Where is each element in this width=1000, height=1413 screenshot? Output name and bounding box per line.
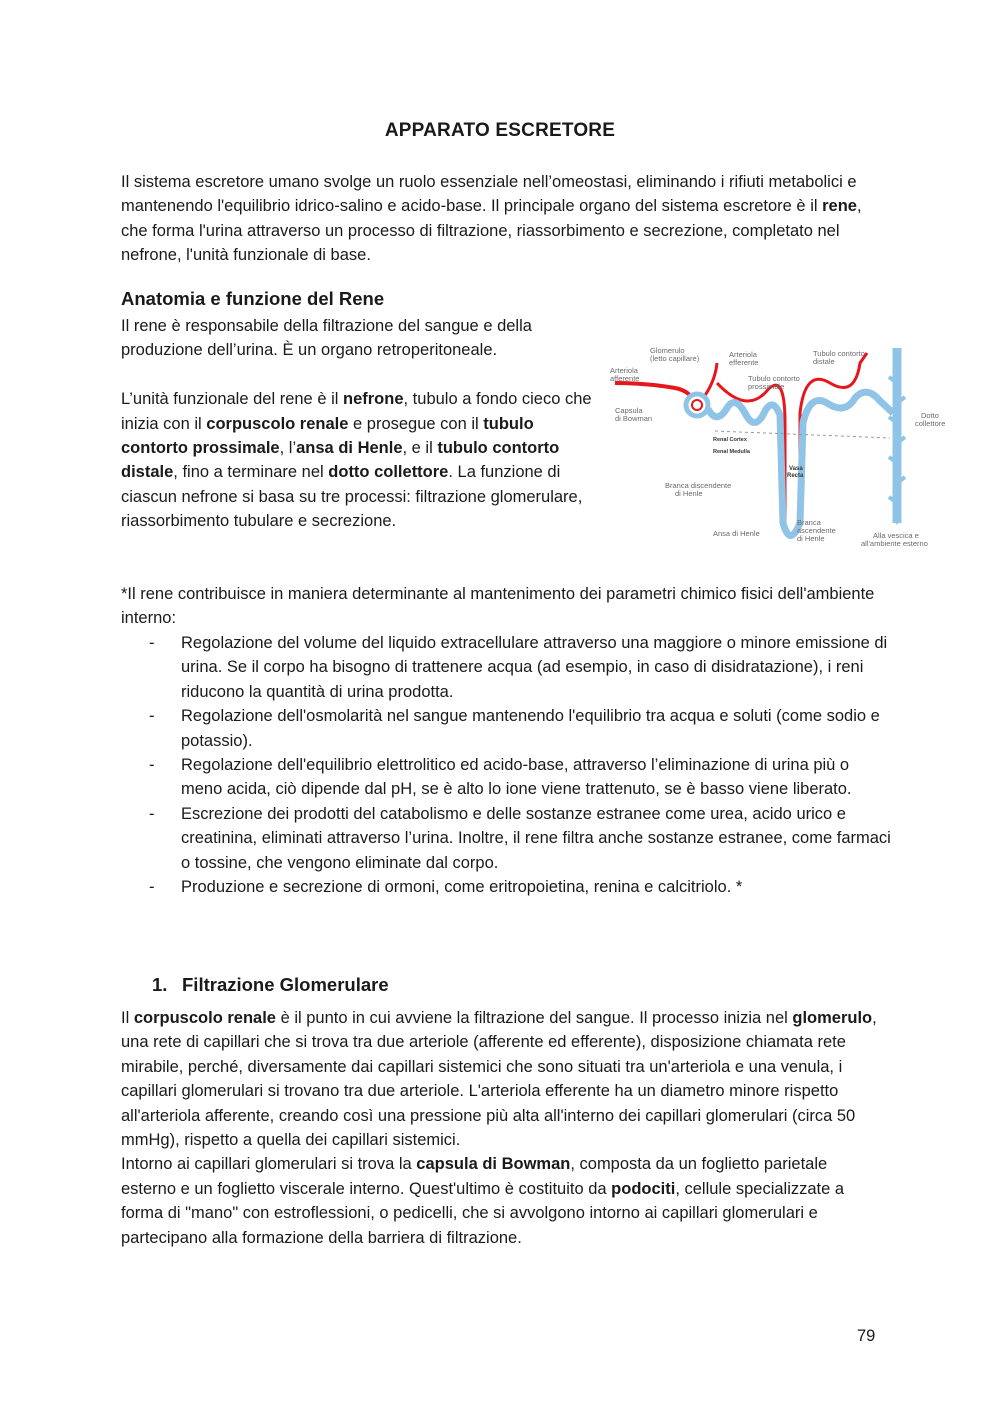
label-tubulo-prossimale-2: prossimale (748, 382, 785, 391)
text-run: . La funzione di ciascun nefrone si basa su tre processi: filtrazione glomerulare, riassorbimento tubulare e secrezione. (121, 463, 583, 531)
bowman-capsule (686, 394, 708, 416)
bold-term: ansa di Henle (296, 439, 403, 458)
text-run: , che forma l'urina attraverso un processo di filtrazione, riassorbimento e secrezione, completato nel nefrone, l'unità funzionale di base. (121, 197, 862, 265)
bold-term: tubulo contorto distale (121, 439, 560, 482)
label-letto-capillare: (letto capillare) (650, 354, 700, 363)
nephron-illustration (605, 343, 960, 553)
bold-term: capsula di Bowman (416, 1155, 571, 1174)
list-item: - Escrezione dei prodotti del catabolismo e delle sostanze estranee come urea, acido urico e creatinina, eliminati attraverso l’urina. Inoltre, il rene filtra anche sostanze estranee, come farmaci o tossine, che vengono eliminate dal corpo. (121, 802, 891, 875)
intro-paragraph (121, 170, 881, 268)
anatomy-paragraph-1 (121, 314, 596, 363)
text-run: Il (121, 1009, 134, 1027)
label-dotto-2: collettore (915, 419, 946, 428)
label-capsula-2: di Bowman (615, 414, 653, 423)
text-run: Il sistema escretore umano svolge un ruolo essenziale nell’omeostasi, eliminando i rifiuti metabolici e mantenendo l'equilibrio idrico-salino e acido-base. Il principale organo del sistema escretore è il (121, 173, 857, 216)
label-vescica-1: Alla vescica e (873, 531, 919, 540)
text-run: Il rene è responsabile della filtrazione del sangue e della produzione dell’urina. È un organo retroperitoneale. (121, 317, 532, 360)
label-vescica-2: all'ambiente esterno (861, 539, 928, 548)
text-run: , fino a terminare nel (173, 463, 329, 482)
label-tubulo-prossimale-1: Tubulo contorto (748, 374, 800, 383)
bold-term: corpuscolo renale (133, 1009, 276, 1027)
bold-term: dotto collettore (328, 463, 449, 482)
text-run: , e il (402, 439, 438, 458)
text-run: , tubulo a fondo cieco che inizia con il (121, 390, 592, 433)
nephron-diagram (605, 343, 960, 553)
label-renal-medulla: Renal Medulla (713, 449, 750, 455)
afferent-arteriole (615, 383, 693, 401)
filtration-paragraph-1 (121, 1006, 881, 1152)
text-run: , l’ (279, 439, 297, 458)
text-run: , composta da un foglietto parietale esterno e un foglietto viscerale interno. Quest'ultimo è costituito da (121, 1155, 828, 1198)
list-item: - Produzione e secrezione di ormoni, come eritropoietina, renina e calcitriolo. * (121, 875, 891, 899)
label-vasa-2: Recta (787, 473, 804, 479)
bold-term: glomerulo (792, 1009, 873, 1027)
label-glomerulo: Glomerulo (650, 346, 685, 355)
label-dotto-1: Dotto (921, 411, 939, 420)
text-run: è il punto in cui avviene la filtrazione del sangue. Il processo inizia nel (275, 1009, 793, 1027)
label-branca-ascendente-3: di Henle (797, 534, 825, 543)
bold-term: corpuscolo renale (206, 414, 349, 433)
label-arteriola-efferente-1: Arteriola (729, 350, 757, 359)
bold-term: rene (822, 197, 857, 216)
page-title: APPARATO ESCRETORE (384, 120, 616, 141)
section-heading-text: Filtrazione Glomerulare (182, 974, 389, 995)
bold-term: nefrone (343, 390, 404, 409)
label-arteriola-afferente-1: Arteriola (610, 366, 638, 375)
label-arteriola-efferente-2: efferente (729, 358, 759, 367)
label-branca-ascendente-2: ascendente (797, 526, 836, 535)
anatomy-paragraph-2 (121, 387, 596, 533)
label-branca-discendente-2: di Henle (675, 489, 703, 498)
function-list (121, 631, 891, 899)
label-branca-ascendente-1: Branca (797, 518, 821, 527)
filtration-text (121, 1006, 881, 1250)
section-heading-filtration (152, 974, 389, 996)
note-intro-paragraph (121, 582, 881, 631)
label-capsula-1: Capsula (615, 406, 643, 415)
label-tubulo-distale-2: distale (813, 357, 835, 366)
text-run: L’unità funzionale del rene è il (121, 390, 343, 409)
list-item: - Regolazione dell'equilibrio elettrolitico ed acido-base, attraverso l’eliminazione di urina più o meno acida, ciò dipende dal pH, se è alto lo ione viene trattenuto, se è basso viene liberato. (121, 753, 891, 802)
list-item: - Regolazione dell'osmolarità nel sangue mantenendo l'equilibrio tra acqua e soluti (come sodio e potassio). (121, 704, 891, 753)
list-item: - Regolazione del volume del liquido extracellulare attraverso una maggiore o minore emissione di urina. Se il corpo ha bisogno di trattenere acqua (ad esempio, in caso di disidratazione), i reni riducono la quantità di urina prodotta. (121, 631, 891, 704)
bold-term: podociti (611, 1179, 676, 1198)
text-run: , una rete di capillari che si trova tra due arteriole (afferente ed efferente), disposizione chiamata rete mirabile, perché, diversamente dai capillari sistemici che sono situati tra un'arteriola e una venula, i capillari glomerulari si trovano tra due arteriole. L'arteriola efferente ha un diametro minore rispetto all'arteriola afferente, creando così una pressione più alta all'interno dei capillari glomerulari (circa 50 mmHg), rispetto a quella dei capillari sistemici. (121, 1009, 877, 1150)
text-run: e prosegue con il (348, 414, 484, 433)
filtration-paragraph-2 (121, 1152, 881, 1250)
page-number: 79 (857, 1327, 876, 1345)
label-renal-cortex: Renal Cortex (713, 437, 747, 443)
label-branca-discendente-1: Branca discendente (665, 481, 732, 490)
label-arteriola-afferente-2: afferente (610, 374, 640, 383)
intro-text (121, 170, 881, 268)
text-run: Intorno ai capillari glomerulari si trova la (121, 1155, 417, 1174)
label-tubulo-distale-1: Tubulo contorto (813, 349, 865, 358)
label-ansa-henle: Ansa di Henle (713, 529, 760, 538)
section-heading-anatomy: Anatomia e funzione del Rene (121, 288, 385, 309)
text-run: , cellule specializzate a forma di "mano" con estroflessioni, o pedicelli, che si avvolgono intorno ai capillari glomerulari e partecipano alla formazione della barriera di filtrazione. (121, 1179, 845, 1247)
note-intro-text: *Il rene contribuisce in maniera determinante al mantenimento dei parametri chimico fisici dell'ambiente interno: (121, 585, 875, 628)
bold-term: tubulo contorto prossimale (121, 414, 534, 458)
anatomy-text (121, 314, 596, 534)
section-number: 1. (152, 974, 168, 995)
label-vasa-1: Vasa (789, 466, 803, 472)
